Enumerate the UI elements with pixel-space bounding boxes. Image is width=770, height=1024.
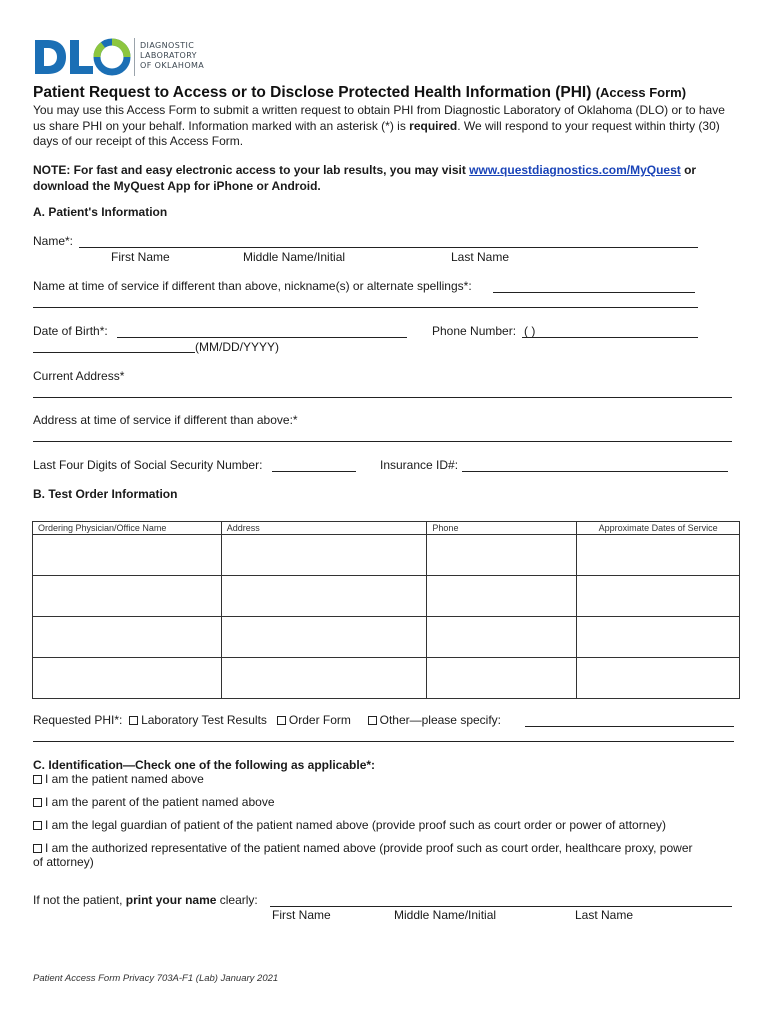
representative-checkbox[interactable]: [33, 844, 42, 853]
table-cell[interactable]: [33, 535, 222, 576]
current-address-label: Current Address*: [33, 369, 125, 383]
table-cell[interactable]: [221, 535, 427, 576]
intro-text-1: You may use this Access Form to submit a written request to obtain PHI from Diagnostic Laboratory of Oklahoma (DLO) or to have us share PHI on your behalf. Information marked with an asterisk (*) is: [33, 103, 725, 133]
logo-divider: [134, 38, 135, 76]
alt-name-label: Name at time of service if different than above, nickname(s) or alternate spellings*:: [33, 279, 472, 293]
table-cell[interactable]: [577, 576, 740, 617]
parent-option-label: I am the parent of the patient named above: [45, 795, 275, 809]
current-address-field[interactable]: [33, 397, 732, 398]
dlo-logo: [33, 37, 213, 77]
note-text-1: NOTE: For fast and easy electronic access to your lab results, you may visit: [33, 163, 470, 177]
requester-name-field[interactable]: [270, 906, 732, 907]
dob-field[interactable]: [117, 337, 407, 338]
id-option-guardian: [33, 818, 666, 832]
requester-middle-name-caption: Middle Name/Initial: [394, 908, 497, 922]
table-cell[interactable]: [427, 535, 577, 576]
phone-field[interactable]: [522, 337, 698, 338]
table-cell[interactable]: [427, 658, 577, 699]
table-cell[interactable]: [221, 658, 427, 699]
title-main: Patient Request to Access or to Disclose Protected Health Information (PHI): [33, 84, 592, 101]
logo-text: [140, 41, 204, 71]
table-row: [33, 617, 740, 658]
insurance-field[interactable]: [462, 471, 728, 472]
table-row: [33, 658, 740, 699]
name-label: Name*:: [33, 234, 74, 248]
logo-line-1: DIAGNOSTIC: [140, 41, 195, 50]
other-checkbox[interactable]: [368, 716, 377, 725]
id-option-patient: [33, 772, 204, 786]
requested-phi-label: Requested PHI*:: [33, 713, 123, 727]
service-address-field[interactable]: [33, 441, 732, 442]
other-label: Other—please specify:: [379, 713, 501, 727]
table-row: [33, 576, 740, 617]
id-option-representative: [33, 841, 692, 855]
phone-parens: ( ): [524, 324, 536, 338]
table-cell[interactable]: [33, 576, 222, 617]
test-order-table: [32, 521, 740, 699]
patient-checkbox[interactable]: [33, 775, 42, 784]
not-patient-text-1: If not the patient,: [33, 893, 126, 907]
title-sub: (Access Form): [595, 85, 687, 100]
dob-label: Date of Birth*:: [33, 324, 108, 338]
parent-checkbox[interactable]: [33, 798, 42, 807]
last-name-caption: Last Name: [451, 250, 510, 264]
note-text-2: or download the MyQuest App for iPhone or Android.: [33, 163, 697, 193]
intro-required: required: [409, 118, 458, 133]
not-patient-text-2: clearly:: [216, 893, 258, 907]
guardian-checkbox[interactable]: [33, 821, 42, 830]
name-field[interactable]: [79, 247, 698, 248]
intro-text-2: . We will respond to your request within thirty (30) days of our receipt of this Access Form.: [33, 118, 720, 148]
page-title: [33, 84, 686, 102]
dob-format: (MM/DD/YYYY): [195, 340, 279, 354]
table-cell[interactable]: [221, 576, 427, 617]
order-form-label: Order Form: [288, 713, 351, 727]
ssn-field[interactable]: [272, 471, 356, 472]
requester-last-name-caption: Last Name: [575, 908, 634, 922]
not-patient-row: [33, 893, 258, 907]
dob-field-2[interactable]: [33, 352, 195, 353]
insurance-label: Insurance ID#:: [380, 458, 459, 472]
intro-paragraph: [33, 103, 739, 150]
table-cell[interactable]: [427, 576, 577, 617]
guardian-option-label: I am the legal guardian of patient of the patient named above (provide proof such as court order or power of attorney): [45, 818, 667, 832]
order-form-checkbox[interactable]: [277, 716, 286, 725]
not-patient-bold: print your name: [125, 893, 217, 907]
requested-phi-row: [33, 713, 501, 727]
col-dates: Approximate Dates of Service: [577, 522, 740, 535]
table-cell[interactable]: [33, 658, 222, 699]
note-paragraph: [33, 163, 739, 194]
representative-option-label: I am the authorized representative of the patient named above (provide proof such as court order, healthcare proxy, power: [45, 841, 693, 855]
patient-option-label: I am the patient named above: [45, 772, 204, 786]
requester-first-name-caption: First Name: [272, 908, 331, 922]
table-header-row: [33, 522, 740, 535]
table-cell[interactable]: [577, 658, 740, 699]
dlo-logo-mark: [33, 37, 131, 77]
logo-line-3: OF OKLAHOMA: [140, 61, 205, 70]
table-cell[interactable]: [577, 617, 740, 658]
section-c-heading: C. Identification—Check one of the following as applicable*:: [33, 758, 376, 772]
lab-results-label: Laboratory Test Results: [141, 713, 267, 727]
ssn-label: Last Four Digits of Social Security Number:: [33, 458, 263, 472]
other-specify-field[interactable]: [525, 726, 734, 727]
logo-line-2: LABORATORY: [140, 51, 197, 60]
id-option-parent: [33, 795, 275, 809]
myquest-link[interactable]: www.questdiagnostics.com/MyQuest: [469, 163, 681, 177]
representative-option-label-cont: of attorney): [33, 855, 94, 869]
table-cell[interactable]: [427, 617, 577, 658]
col-phone: Phone: [427, 522, 577, 535]
lab-results-checkbox[interactable]: [129, 716, 138, 725]
footer-form-id: Patient Access Form Privacy 703A-F1 (Lab) January 2021: [33, 973, 279, 984]
section-a-heading: A. Patient's Information: [33, 205, 168, 219]
service-address-label: Address at time of service if different than above:*: [33, 413, 298, 427]
col-address: Address: [221, 522, 427, 535]
other-specify-field-2[interactable]: [33, 741, 734, 742]
alt-name-field-2[interactable]: [33, 307, 698, 308]
middle-name-caption: Middle Name/Initial: [243, 250, 346, 264]
table-row: [33, 535, 740, 576]
table-cell[interactable]: [221, 617, 427, 658]
table-cell[interactable]: [33, 617, 222, 658]
alt-name-field[interactable]: [493, 292, 695, 293]
col-physician: Ordering Physician/Office Name: [33, 522, 222, 535]
table-cell[interactable]: [577, 535, 740, 576]
phone-label: Phone Number:: [432, 324, 517, 338]
first-name-caption: First Name: [111, 250, 170, 264]
section-b-heading: B. Test Order Information: [33, 487, 178, 501]
